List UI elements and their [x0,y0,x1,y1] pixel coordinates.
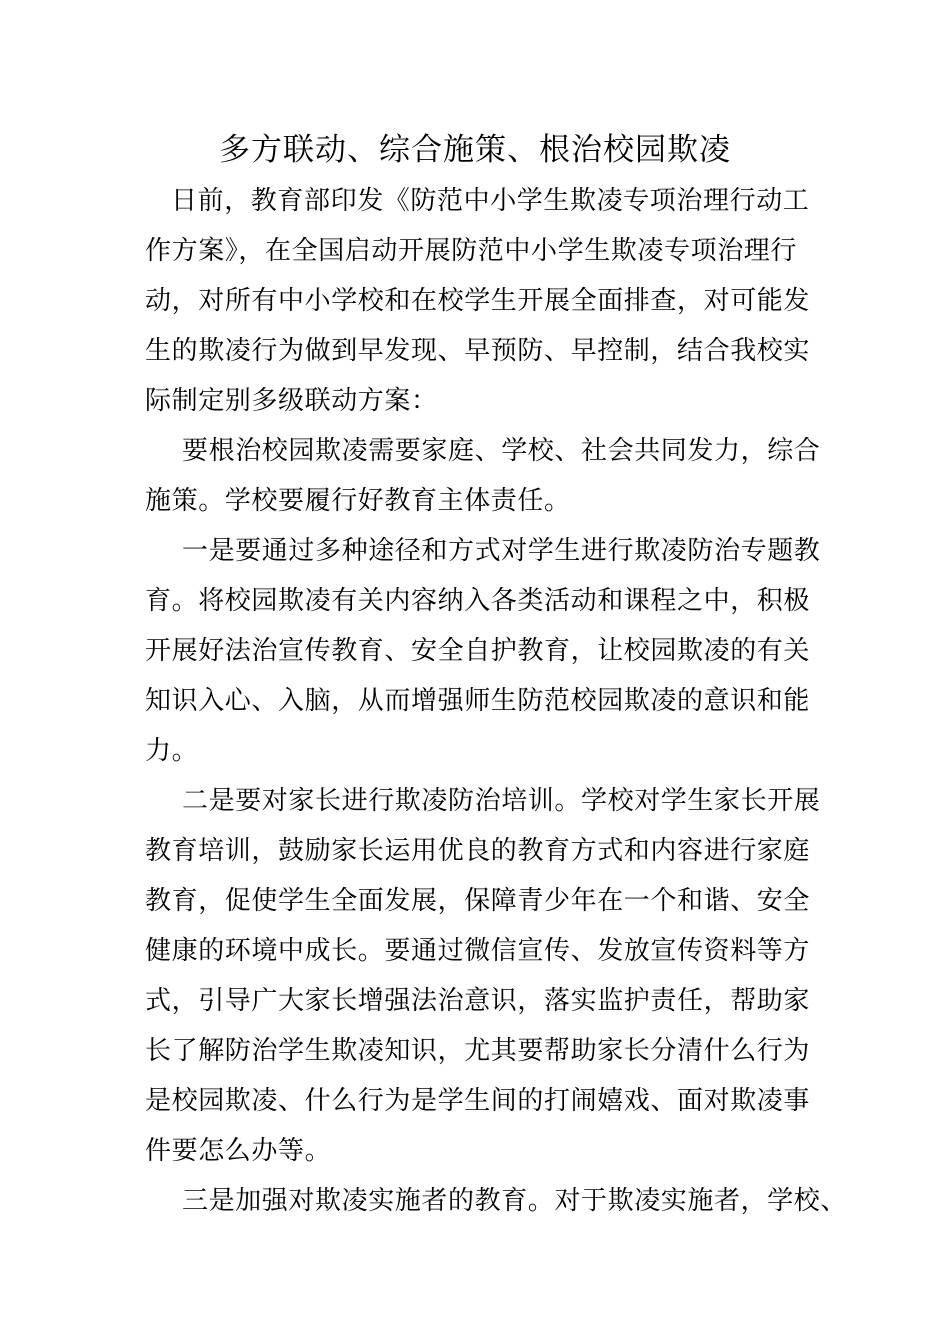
text-line: 健康的环境中成长。要通过微信宣传、发放宣传资料等方 [145,936,811,966]
text-line: 是校园欺凌、什么行为是学生间的打闹嬉戏、面对欺凌事 [145,1086,811,1116]
text-line: 式，引导广大家长增强法治意识，落实监护责任，帮助家 [145,986,811,1016]
text-line: 生的欺凌行为做到早发现、早预防、早控制，结合我校实 [145,336,811,366]
text-line: 件要怎么办等。 [145,1136,332,1166]
text-line: 要根治校园欺凌需要家庭、学校、社会共同发力，综合 [182,436,821,466]
text-line: 施策。学校要履行好教育主体责任。 [145,486,571,516]
text-line: 二是要对家长进行欺凌防治培训。学校对学生家长开展 [182,786,821,816]
text-line: 三是加强对欺凌实施者的教育。对于欺凌实施者，学校、 [182,1186,848,1216]
document-body [145,176,848,1226]
text-line: 育。将校园欺凌有关内容纳入各类活动和课程之中，积极 [145,586,811,616]
document-title: 多方联动、综合施策、根治校园欺凌 [219,132,731,168]
text-line: 际制定别多级联动方案： [145,386,438,416]
text-line: 教育，促使学生全面发展，保障青少年在一个和谐、安全 [145,886,811,916]
text-line: 开展好法治宣传教育、安全自护教育，让校园欺凌的有关 [145,636,811,666]
text-line: 知识入心、入脑，从而增强师生防范校园欺凌的意识和能 [145,686,811,716]
text-line: 长了解防治学生欺凌知识，尤其要帮助家长分清什么行为 [145,1036,811,1066]
text-line: 动，对所有中小学校和在校学生开展全面排查，对可能发 [145,286,811,316]
text-line: 教育培训，鼓励家长运用优良的教育方式和内容进行家庭 [145,836,811,866]
text-line: 作方案》，在全国启动开展防范中小学生欺凌专项治理行 [145,236,798,266]
text-line: 一是要通过多种途径和方式对学生进行欺凌防治专题教 [182,536,821,566]
text-line: 日前，教育部印发《防范中小学生欺凌专项治理行动工 [171,186,810,216]
text-line: 力。 [145,736,199,766]
